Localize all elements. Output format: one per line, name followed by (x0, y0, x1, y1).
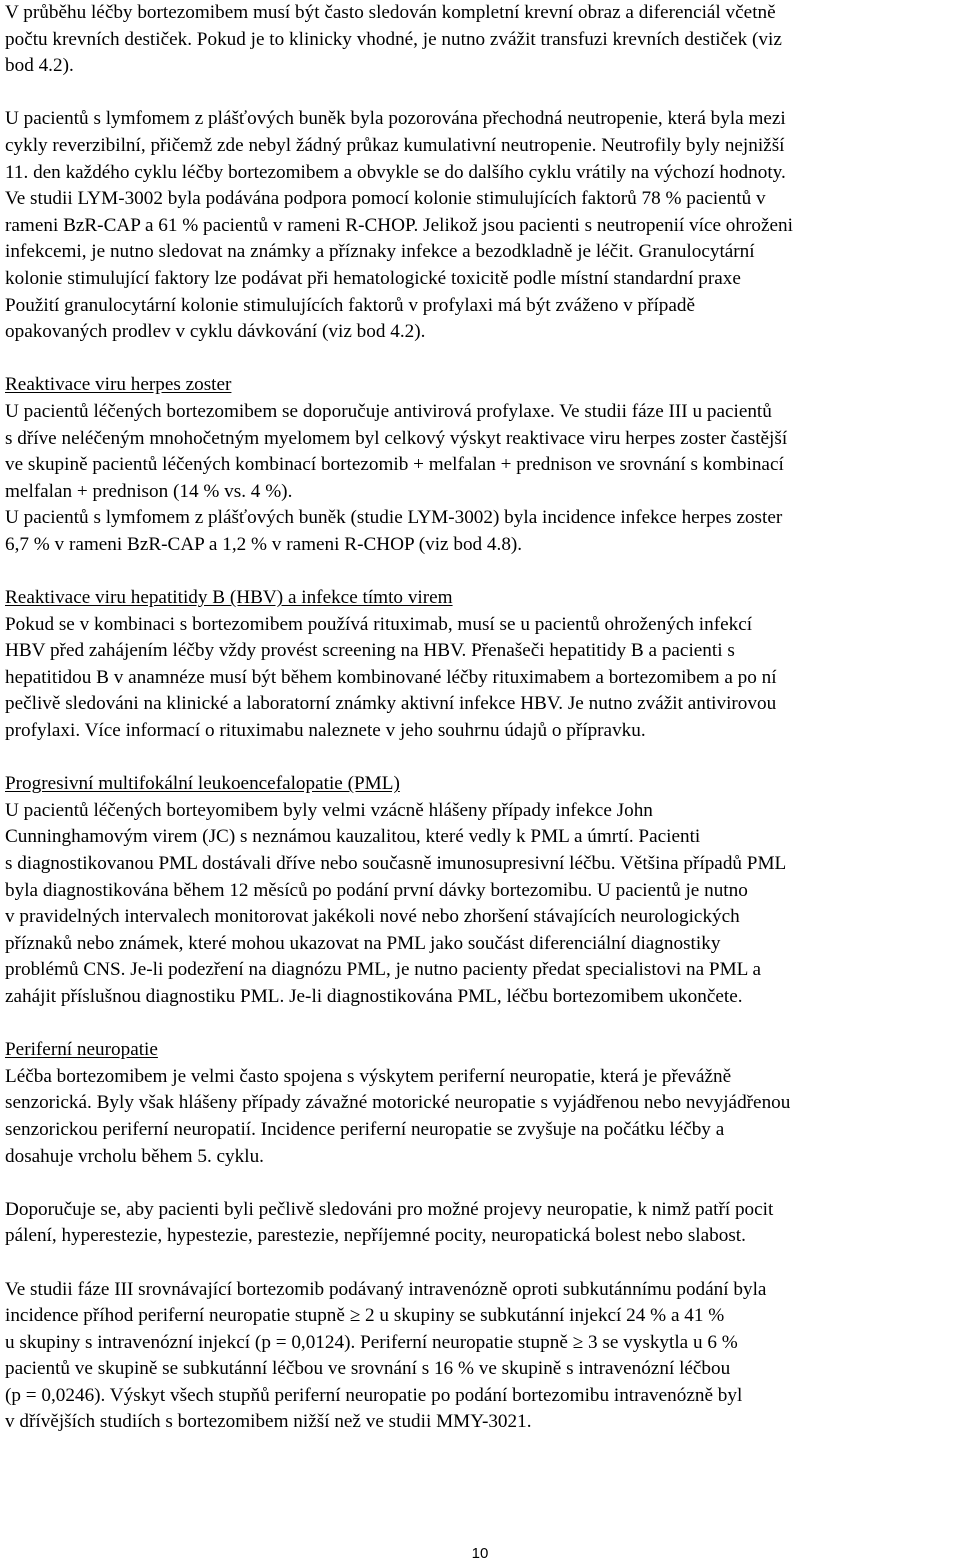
text-line: v dřívějších studiích s bortezomibem nižší než ve studii MMY-3021. (5, 1411, 532, 1433)
text-line: Doporučuje se, aby pacienti byli pečlivě sledováni pro možné projevy neuropatie, k nimž patří pocit (5, 1198, 774, 1220)
text-line: (p = 0,0246). Výskyt všech stupňů periferní neuropatie po podání bortezomibu intravenózně byl (5, 1384, 743, 1406)
text-line: byla diagnostikována během 12 měsíců po podání první dávky bortezomibu. U pacientů je nutno (5, 879, 748, 901)
text-line: počtu krevních destiček. Pokud je to klinicky vhodné, je nutno zvážit transfuzi krevních destiček (viz (5, 28, 782, 50)
text-line: u skupiny s intravenózní injekcí (p = 0,0124). Periferní neuropatie stupně ≥ 3 se vyskytla u 6 % (5, 1331, 738, 1353)
text-line: HBV před zahájením léčby vždy provést screening na HBV. Přenašeči hepatitidy B a pacienti s (5, 640, 735, 662)
text-line: senzorická. Byly však hlášeny případy závažné motorické neuropatie s vyjádřenou nebo nevyjádřenou (5, 1092, 791, 1114)
text-line: incidence příhod periferní neuropatie stupně ≥ 2 u skupiny se subkutánní injekcí 24 % a 41 % (5, 1305, 725, 1327)
text-line: s dříve neléčeným mnohočetným myelomem byl celkový výskyt reaktivace viru herpes zoster častější (5, 427, 788, 449)
paragraph-neutropenia (5, 106, 957, 345)
page-number: 10 (471, 1545, 489, 1562)
text-line: zahájit příslušnou diagnostiku PML. Je-li diagnostikována PML, léčbu bortezomibem ukončete. (5, 985, 743, 1007)
text-line: U pacientů léčených bortezomibem se doporučuje antivirová profylaxe. Ve studii fáze III u pacientů (5, 400, 772, 422)
section-herpes-zoster (5, 372, 957, 558)
text-line: melfalan + prednison (14 % vs. 4 %). (5, 480, 293, 502)
text-line: ve skupině pacientů léčených kombinací bortezomib + melfalan + prednison ve srovnání s kombinací (5, 454, 784, 476)
document-page (5, 0, 957, 1436)
paragraph-neuropathy-monitoring (5, 1197, 957, 1250)
text-line: bod 4.2). (5, 55, 74, 77)
paragraph-spacer (5, 346, 957, 373)
text-line: s diagnostikovanou PML dostávali dříve nebo současně imunosupresivní léčbu. Většina případů PML (5, 853, 787, 874)
text-line: pečlivě sledováni na klinické a laboratorní známky aktivní infekce HBV. Je nutno zvážit antivirovou (5, 693, 777, 715)
text-line: Cunninghamovým virem (JC) s neznámou kauzalitou, které vedly k PML a úmrtí. Pacienti (5, 826, 701, 848)
text-line: příznaků nebo známek, které mohou ukazovat na PML jako součást diferenciální diagnostiky (5, 932, 721, 954)
paragraph-spacer (5, 1170, 957, 1197)
text-line: senzorickou periferní neuropatií. Incidence periferní neuropatie se zvyšuje na počátku léčby a (5, 1118, 725, 1140)
text-line: infekcemi, je nutno sledovat na známky a příznaky infekce a bezodkladně je léčit. Granulocytární (5, 241, 755, 263)
section-heading: Progresivní multifokální leukoencefalopatie (PML) (5, 773, 400, 795)
text-line: U pacientů s lymfomem z plášťových buněk byla pozorována přechodná neutropenie, která byla mezi (5, 108, 786, 130)
text-line: profylaxi. Více informací o rituximabu naleznete v jeho souhrnu údajů o přípravku. (5, 720, 646, 742)
section-pml (5, 771, 957, 1010)
text-line: pacientů ve skupině se subkutánní léčbou ve srovnání s 16 % ve skupině s intravenózní léčbou (5, 1358, 731, 1380)
paragraph-spacer (5, 1011, 957, 1038)
text-line: problémů CNS. Je-li podezření na diagnózu PML, je nutno pacienty předat specialistovi na PML a (5, 959, 761, 981)
text-line: kolonie stimulující faktory lze podávat při hematologické toxicitě podle místní standardní praxe (5, 267, 741, 289)
paragraph-spacer (5, 558, 957, 585)
text-line: 11. den každého cyklu léčby bortezomibem a obvykle se do dalšího cyklu vrátily na výchozí hodnoty. (5, 161, 786, 183)
section-heading: Reaktivace viru hepatitidy B (HBV) a infekce tímto virem (5, 587, 453, 609)
text-line: pálení, hyperestezie, hypestezie, parestezie, nepříjemné pocity, neuropatická bolest nebo slabost. (5, 1225, 746, 1247)
paragraph-spacer (5, 745, 957, 772)
section-heading: Reaktivace viru herpes zoster (5, 374, 232, 396)
paragraph-spacer (5, 1250, 957, 1277)
text-line: Pokud se v kombinaci s bortezomibem používá rituximab, musí se u pacientů ohrožených infekcí (5, 613, 753, 635)
text-line: U pacientů léčených borteyomibem byly velmi vzácně hlášeny případy infekce John (5, 799, 653, 821)
section-peripheral-neuropathy (5, 1037, 957, 1170)
text-line: v pravidelných intervalech monitorovat jakékoli nové nebo zhoršení stávajících neurologických (5, 906, 740, 928)
text-line: U pacientů s lymfomem z plášťových buněk (studie LYM-3002) byla incidence infekce herpes zoster (5, 507, 783, 529)
text-line: Léčba bortezomibem je velmi často spojena s výskytem periferní neuropatie, která je převážně (5, 1065, 732, 1087)
text-line: opakovaných prodlev v cyklu dávkování (viz bod 4.2). (5, 321, 426, 343)
text-line: hepatitidou B v anamnéze musí být během kombinované léčby rituximabem a bortezomibem a po ní (5, 666, 777, 688)
paragraph-phase-iii-study (5, 1277, 957, 1437)
text-line: rameni BzR-CAP a 61 % pacientů v rameni R-CHOP. Jelikož jsou pacienti s neutropenií více ohroženi (5, 214, 793, 236)
text-line: V průběhu léčby bortezomibem musí být často sledován kompletní krevní obraz a diferenciál včetně (5, 2, 776, 23)
text-line: dosahuje vrcholu během 5. cyklu. (5, 1145, 264, 1167)
text-line: Ve studii fáze III srovnávající bortezomib podávaný intravenózně oproti subkutánnímu podání byla (5, 1278, 767, 1300)
paragraph-blood-count-monitoring (5, 0, 957, 80)
text-line: cykly reverzibilní, přičemž zde nebyl žádný průkaz kumulativní neutropenie. Neutrofily byly nejnižší (5, 134, 785, 156)
text-line: Ve studii LYM-3002 byla podávána podpora pomocí kolonie stimulujících faktorů 78 % pacientů v (5, 188, 766, 210)
text-line: Použití granulocytární kolonie stimulujících faktorů v profylaxi má být zváženo v případě (5, 294, 696, 316)
paragraph-spacer (5, 80, 957, 107)
text-line: 6,7 % v rameni BzR-CAP a 1,2 % v rameni R-CHOP (viz bod 4.8). (5, 533, 523, 555)
section-heading: Periferní neuropatie (5, 1039, 158, 1061)
section-hepatitis-b (5, 585, 957, 745)
